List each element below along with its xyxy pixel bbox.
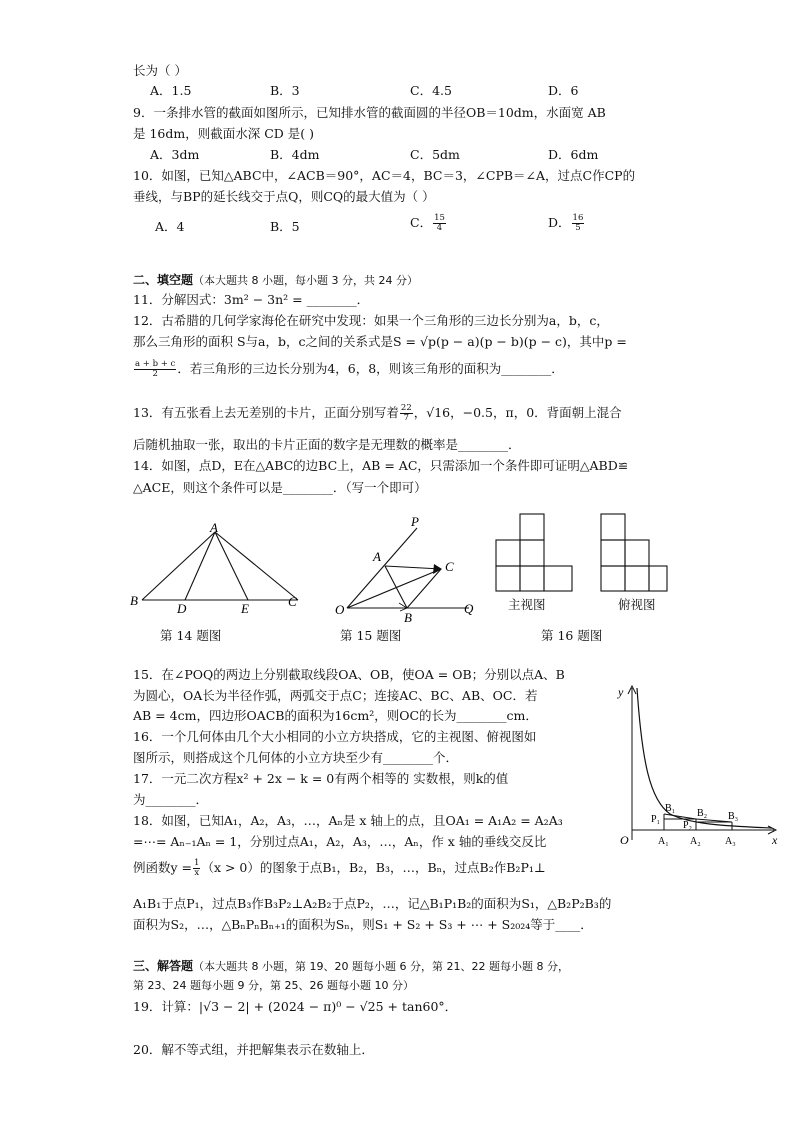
q10-option-d: D． $\frac{16}{5}$ bbox=[548, 213, 584, 233]
fig18-label-a2: A₂ bbox=[690, 836, 701, 847]
fig15-label-p: P bbox=[411, 514, 419, 529]
fig18-label-b1: B₁ bbox=[665, 803, 676, 814]
q18-line5: 面积为S₂，…，△BₙPₙBₙ₊₁的面积为Sₙ，则S₁ + S₂ + S₃ + ⋯ + S₂₀₂₄等于____． bbox=[133, 917, 593, 932]
fig18-label-p2: P₂ bbox=[683, 820, 693, 831]
q8-tail: 长为（ ） bbox=[133, 63, 187, 78]
fig15-label-o: O bbox=[335, 602, 345, 617]
q10-option-c: C． $\frac{15}{4}$ bbox=[410, 213, 445, 233]
q8-option-c: C．4.5 bbox=[410, 83, 452, 98]
q9-option-d: D．6dm bbox=[548, 147, 599, 162]
q13-line2: 后随机抽取一张，取出的卡片正面的数字是无理数的概率是________． bbox=[133, 437, 521, 452]
q10-line1: 10．如图，已知△ABC中，∠ACB＝90°，AC＝4，BC＝3，∠CPB＝∠A，过点C作CP的 bbox=[133, 168, 636, 183]
q12-line2: 那么三角形的面积 S与a，b，c之间的关系式是S = √p(p − a)(p − b)(p − c)，其中p = bbox=[133, 334, 627, 349]
q17-line1: 17．一元二次方程x² + 2x − k = 0有两个相等的 实数根，则k的值 bbox=[133, 771, 509, 786]
q9-option-b: B．4dm bbox=[270, 147, 320, 162]
q13-line1: 13．有五张看上去无差别的卡片，正面分别写着 $\frac{22}{7}$ ，√16，−0.5，π，0．背面朝上混合 bbox=[133, 403, 622, 423]
fig18-label-a1: A₁ bbox=[658, 836, 669, 847]
section2-heading: 二、填空题（本大题共 8 小题，每小题 3 分，共 24 分） bbox=[133, 273, 418, 287]
fig14-label-d: D bbox=[177, 601, 187, 614]
fig15-label-a: A bbox=[373, 549, 381, 564]
fig15-label-q: Q bbox=[464, 601, 474, 616]
q10-line2: 垂线，与BP的延长线交于点Q，则CQ的最大值为（ ） bbox=[133, 189, 435, 204]
fig15-label-c: C bbox=[445, 559, 454, 574]
q10-option-b: B．5 bbox=[270, 219, 300, 234]
fig14-label-e: E bbox=[241, 601, 249, 614]
fig14-label-a: A bbox=[210, 522, 218, 535]
q12-line1: 12．古希腊的几何学家海伦在研究中发现：如果一个三角形的三边长分别为a，b，c， bbox=[133, 313, 609, 328]
q15-line1: 15．在∠POQ的两边上分别截取线段OA、OB，使OA = OB；分别以点A、B bbox=[133, 667, 565, 682]
front-view-label: 主视图 bbox=[508, 597, 546, 612]
figure-16 bbox=[490, 510, 670, 594]
q15-line3: AB = 4cm，四边形OACB的面积为16cm²，则OC的长为________cm． bbox=[133, 708, 538, 723]
fig15-caption: 第 15 题图 bbox=[340, 628, 402, 643]
q19: 19．计算：|√3 − 2| + (2024 − π)⁰ − √25 + tan60°． bbox=[133, 999, 458, 1014]
fig18-label-y: y bbox=[618, 685, 624, 699]
q17-line2: 为________． bbox=[133, 792, 209, 807]
q18-line3: 例函数y = $\frac{1}{x}$ （x > 0）的图象于点B₁，B₂，B₃，…，Bₙ，过点B₂作B₂P₁⊥ bbox=[133, 858, 546, 878]
fig18-label-b2: B₂ bbox=[697, 808, 708, 819]
q16-line2: 图所示，则搭成这个几何体的小立方块至少有________个． bbox=[133, 750, 459, 765]
q12-line3: $\frac{a + b + c}{2}$ ．若三角形的三边长分别为4，6，8，则该三角形的面积为________． bbox=[135, 359, 564, 379]
q11: 11．分解因式：3m² − 3n² = ________． bbox=[133, 292, 370, 307]
q9-option-c: C．5dm bbox=[410, 147, 460, 162]
fig18-label-o: O bbox=[620, 833, 629, 847]
top-view-label: 俯视图 bbox=[618, 597, 656, 612]
fig18-label-x: x bbox=[772, 833, 778, 847]
q14-line2: △ACE，则这个条件可以是________．（写一个即可） bbox=[133, 480, 427, 495]
q8-option-d: D．6 bbox=[548, 83, 579, 98]
q9-line2: 是 16dm，则截面水深 CD 是( ) bbox=[133, 126, 314, 141]
q15-line2: 为圆心，OA长为半径作弧，两弧交于点C；连接AC、BC、AB、OC．若 bbox=[133, 688, 538, 703]
fig18-label-b3: B₃ bbox=[728, 811, 739, 822]
figure-18 bbox=[612, 682, 782, 850]
fig16-caption: 第 16 题图 bbox=[541, 628, 603, 643]
fig14-label-c: C bbox=[288, 594, 297, 609]
section3-note2: 第 23、24 题每小题 9 分，第 25、26 题每小题 10 分） bbox=[133, 979, 414, 992]
section3-heading: 三、解答题（本大题共 8 小题，第 19、20 题每小题 6 分，第 21、22 题每小题 8 分， bbox=[133, 959, 569, 973]
figure-15 bbox=[333, 514, 483, 626]
q18-line4: A₁B₁于点P₁，过点B₃作B₃P₂⊥A₂B₂于点P₂，…，记△B₁P₁B₂的面积为S₁，△B₂P₂B₃的 bbox=[133, 896, 612, 911]
q9-option-a: A．3dm bbox=[150, 147, 200, 162]
fig18-label-a3: A₃ bbox=[725, 836, 736, 847]
q9-line1: 9．一条排水管的截面如图所示，已知排水管的截面圆的半径OB＝10dm，水面宽 AB bbox=[133, 105, 606, 120]
fig14-label-b: B bbox=[130, 593, 138, 608]
q14-line1: 14．如图，点D，E在△ABC的边BC上，AB = AC，只需添加一个条件即可证明△ABD≌ bbox=[133, 458, 629, 473]
q18-line2: =⋯= Aₙ₋₁Aₙ = 1，分别过点A₁，A₂，A₃，…，Aₙ，作 x 轴的垂线交反比 bbox=[133, 834, 547, 849]
fig14-caption: 第 14 题图 bbox=[160, 628, 222, 643]
q18-line1: 18．如图，已知A₁，A₂，A₃，…，Aₙ是 x 轴上的点，且OA₁ = A₁A₂ = A₂A₃ bbox=[133, 813, 563, 828]
q20: 20．解不等式组，并把解集表示在数轴上． bbox=[133, 1042, 374, 1057]
fig18-label-p1: P₁ bbox=[651, 814, 661, 825]
figure-14 bbox=[128, 522, 308, 614]
q16-line1: 16．一个几何体由几个大小相同的小立方块搭成，它的主视图、俯视图如 bbox=[133, 729, 537, 744]
q10-option-a: A．4 bbox=[155, 219, 185, 234]
fig15-label-b: B bbox=[404, 610, 412, 625]
q8-option-a: A．1.5 bbox=[150, 83, 192, 98]
q8-option-b: B．3 bbox=[270, 83, 300, 98]
